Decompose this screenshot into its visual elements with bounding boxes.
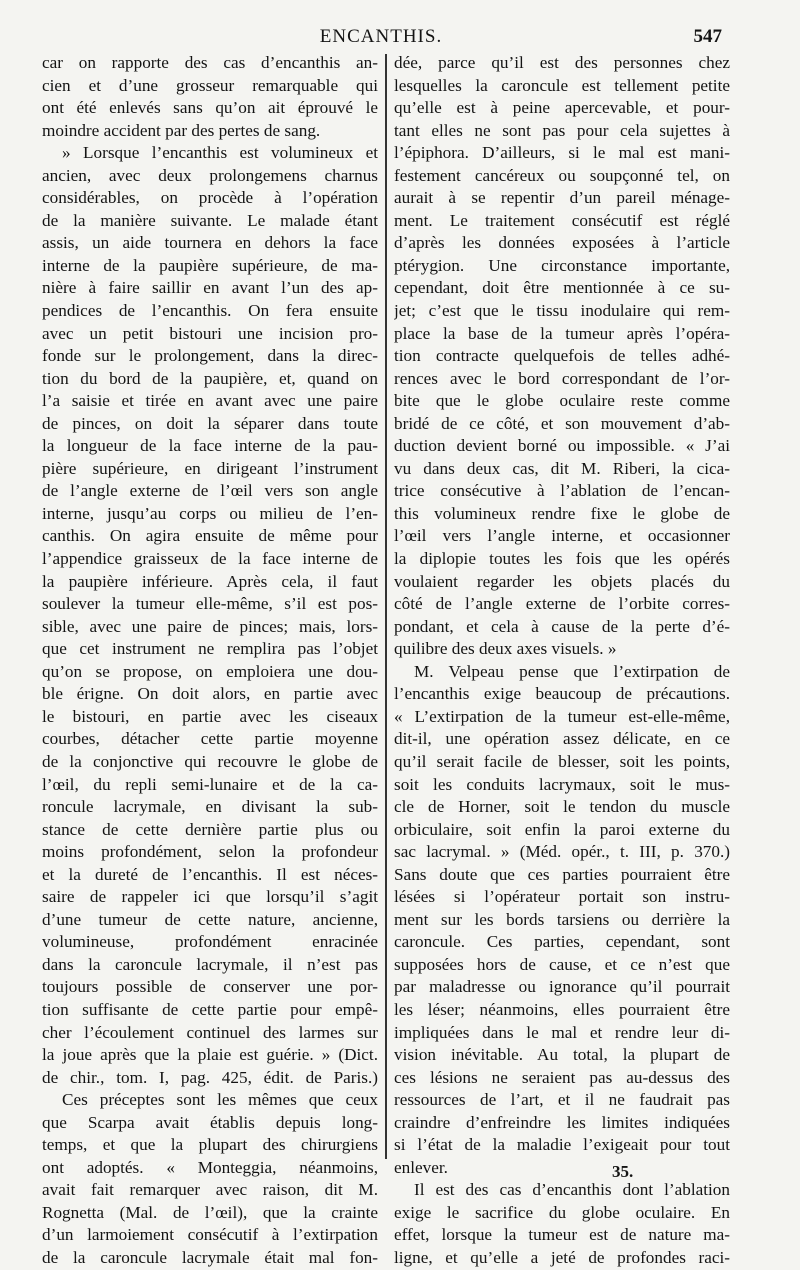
text-line: interne, jusqu’au corps ou milieu de l’en- — [42, 503, 378, 523]
text-line: craindre d’enfreindre les limites indiquées — [394, 1112, 730, 1132]
text-line: de la manière suivante. Le malade étant — [42, 210, 378, 230]
text-line: l’a saisie et tirée en avant avec une paire — [42, 391, 378, 411]
text-line: la diplopie toutes les fois que les opérés — [394, 549, 730, 569]
text-line: trice consécutive à l’ablation de l’encan- — [394, 481, 730, 501]
text-line: les léser; néanmoins, elles pourraient être — [394, 999, 730, 1019]
text-line: de la caroncule lacrymale était mal fon- — [42, 1247, 378, 1267]
text-line: si l’état de la maladie l’exigeait pour tout — [394, 1135, 730, 1155]
text-line: l’épiphora. D’ailleurs, si le mal est mani- — [394, 143, 730, 163]
text-line: place la base de la tumeur après l’opéra- — [394, 323, 730, 343]
text-line: ressources de l’art, et il ne faudrait pas — [394, 1090, 730, 1110]
left-text-column — [42, 52, 378, 1270]
text-line: pendices de l’encanthis. On fera ensuite — [42, 301, 378, 321]
text-line: dée, parce qu’il est des personnes chez — [394, 53, 730, 72]
text-line: exige le sacrifice du globe oculaire. En — [394, 1202, 730, 1222]
text-line: « L’extirpation de la tumeur est-elle-même, — [394, 706, 730, 726]
text-line: canthis. On agira ensuite de même pour — [42, 526, 378, 546]
text-line: stance de cette dernière partie plus ou — [42, 819, 378, 839]
text-line: ancien, avec deux prolongemens charnus — [42, 165, 378, 185]
text-line: de l’angle externe de l’œil vers son angle — [42, 481, 378, 501]
text-line: aurait à se repentir d’un pareil ménage- — [394, 188, 730, 208]
text-line: Il est des cas d’encanthis dont l’ablation — [414, 1180, 730, 1200]
text-line: dans la caroncule lacrymale, il n’est pas — [42, 954, 378, 974]
text-line: sac lacrymal. » (Méd. opér., t. III, p. 370.) — [394, 842, 730, 862]
text-line: dit-il, une opération assez délicate, en ce — [394, 729, 730, 749]
text-line: d’un larmoiement consécutif à l’extirpation — [42, 1225, 378, 1245]
text-line: avec un petit bistouri une incision pro- — [42, 323, 378, 343]
text-line: côté de l’angle externe de l’orbite corres- — [394, 594, 730, 614]
text-line: car on rapporte des cas d’encanthis an- — [42, 53, 378, 72]
text-line: toujours possible de conserver une por- — [42, 977, 378, 997]
text-line: effet, lorsque la tumeur est de nature ma- — [394, 1225, 730, 1245]
text-line: considérables, on procède à l’opération — [42, 188, 378, 208]
text-line: l’encanthis exige beaucoup de précautions. — [394, 684, 730, 704]
text-line: d’une tumeur de cette nature, ancienne, — [42, 909, 378, 929]
text-line: nière à faire saillir en avant l’un des ap- — [42, 278, 378, 298]
text-line: pière supérieure, en dirigeant l’instrument — [42, 458, 378, 478]
text-line: d’après les données exposées à l’article — [394, 233, 730, 253]
text-line: Ces préceptes sont les mêmes que ceux — [62, 1090, 378, 1110]
text-line: moindre accident par des pertes de sang. — [42, 120, 321, 140]
text-line: ces lésions ne seraient pas au-dessus des — [394, 1067, 730, 1087]
text-line: » Lorsque l’encanthis est volumineux et — [62, 143, 378, 163]
text-line: l’œil vers l’angle interne, et occasionner — [394, 526, 730, 546]
text-line: impliquées dans le mal et rendre leur di- — [394, 1022, 730, 1042]
text-line: la paupière inférieure. Après cela, il faut — [42, 571, 378, 591]
text-line: qu’elle est à peine apercevable, et pour- — [394, 98, 730, 118]
right-text-column — [394, 52, 730, 1270]
text-line: temps, et que la plupart des chirurgiens — [42, 1135, 378, 1155]
text-line: assis, un aide tournera en dehors la face — [42, 233, 378, 253]
text-line: rences avec le bord correspondant de l’or- — [394, 368, 730, 388]
text-line: tant elles ne sont pas pour cela sujettes à — [394, 120, 730, 140]
text-line: la longueur de la face interne de la pau- — [42, 436, 378, 456]
text-line: supposées hors de cause, et ce n’est que — [394, 954, 730, 974]
text-line: orbiculaire, soit enfin la paroi externe du — [394, 819, 730, 839]
text-line: l’œil, du repli semi-lunaire et de la ca- — [42, 774, 378, 794]
column-divider — [385, 54, 387, 1159]
text-line: vision inévitable. Au total, la plupart de — [394, 1045, 730, 1065]
text-line: roncule lacrymale, en divisant la sub- — [42, 797, 378, 817]
text-line: volumineuse, profondément enracinée — [42, 932, 378, 952]
text-line: de pinces, on doit la séparer dans toute — [42, 413, 378, 433]
text-line: bridé de ce côté, et son mouvement d’ab- — [394, 413, 730, 433]
text-line: duction devient borné ou impossible. « J’ai — [394, 436, 730, 456]
text-line: courbes, détacher cette partie moyenne — [42, 729, 378, 749]
text-line: enlever. — [394, 1157, 448, 1177]
text-line: sible, avec une paire de pinces; mais, lors- — [42, 616, 378, 636]
text-line: ment. Le traitement consécutif est réglé — [394, 210, 730, 230]
text-line: qu’on se propose, on emploiera une dou- — [42, 661, 378, 681]
text-line: que Scarpa avait établis depuis long- — [42, 1112, 378, 1132]
text-line: moins profondément, selon la profondeur — [42, 842, 378, 862]
text-line: ont été enlevés sans qu’on ait éprouvé le — [42, 98, 378, 118]
text-line: ont adoptés. « Monteggia, néanmoins, — [42, 1157, 378, 1177]
text-line: cher l’écoulement continuel des larmes sur — [42, 1022, 378, 1042]
text-line: et la dureté de l’encanthis. Il est néces- — [42, 864, 378, 884]
text-line: ble érigne. On doit alors, en partie avec — [42, 684, 378, 704]
text-line: festement cancéreux ou soupçonné tel, on — [394, 165, 730, 185]
text-line: tion suffisante de cette partie pour empê- — [42, 999, 378, 1019]
text-line: cien et d’une grosseur remarquable qui — [42, 75, 378, 95]
text-line: de la conjonctive qui recouvre le globe de — [42, 751, 378, 771]
text-line: ment sur les bords tarsiens ou derrière la — [394, 909, 730, 929]
text-line: fonde sur le prolongement, dans la direc- — [42, 346, 378, 366]
text-line: tion contracte quelquefois de telles adhé- — [394, 346, 730, 366]
signature-mark: 35. — [612, 1162, 634, 1181]
text-line: cle de Horner, soit le tendon du muscle — [394, 797, 730, 817]
running-title: ENCANTHIS. — [319, 26, 443, 47]
text-line: Rognetta (Mal. de l’œil), que la crainte — [42, 1202, 378, 1222]
text-line: caroncule. Ces parties, cependant, sont — [394, 932, 730, 952]
text-line: avait fait remarquer avec raison, dit M. — [42, 1180, 378, 1200]
text-line: quilibre des deux axes visuels. » — [394, 639, 617, 659]
text-line: interne de la paupière supérieure, de ma- — [42, 255, 378, 275]
text-line: la joue après que la plaie est guérie. » (Dict. — [42, 1045, 378, 1065]
text-line: jet; c’est que le tissu inodulaire qui rem- — [394, 301, 730, 321]
text-line: vu dans deux cas, dit M. Riberi, la cica- — [394, 458, 730, 478]
page-number: 547 — [693, 26, 722, 47]
text-line: bite que le globe oculaire reste comme — [394, 391, 730, 411]
text-line: M. Velpeau pense que l’extirpation de — [414, 661, 730, 681]
text-line: que cet instrument ne remplira pas l’objet — [42, 639, 378, 659]
text-line: le bistouri, en partie avec les ciseaux — [42, 706, 378, 726]
running-head — [40, 26, 722, 52]
text-line: lésées si l’opérateur portait son instru- — [394, 887, 730, 907]
text-line: de chir., tom. I, pag. 425, édit. de Paris.) — [42, 1067, 378, 1087]
text-line: lesquelles la caroncule est tellement petite — [394, 75, 730, 95]
text-line: cependant, doit être mentionnée à ce su- — [394, 278, 730, 298]
text-line: ptérygion. Une circonstance importante, — [394, 255, 730, 275]
text-line: Sans doute que ces parties pourraient être — [394, 864, 730, 884]
text-line: pondant, et cela à cause de la perte d’é- — [394, 616, 730, 636]
text-line: voulaient regarder les objets placés du — [394, 571, 730, 591]
text-line: saire de rappeler ici que lorsqu’il s’agit — [42, 887, 378, 907]
text-line: soulever la tumeur elle-même, s’il est pos- — [42, 594, 378, 614]
text-line: tion du bord de la paupière, et, quand on — [42, 368, 378, 388]
text-line: ligne, et qu’elle a jeté de profondes raci- — [394, 1247, 730, 1267]
text-line: qu’il serait facile de blesser, soit les points, — [394, 751, 730, 771]
text-line: par maladresse ou ignorance qu’il pourrait — [394, 977, 730, 997]
text-line: l’appendice graisseux de la face interne de — [42, 549, 378, 569]
text-line: this volumineux rendre fixe le globe de — [394, 503, 730, 523]
text-line: soit les conduits lacrymaux, soit le mus- — [394, 774, 730, 794]
